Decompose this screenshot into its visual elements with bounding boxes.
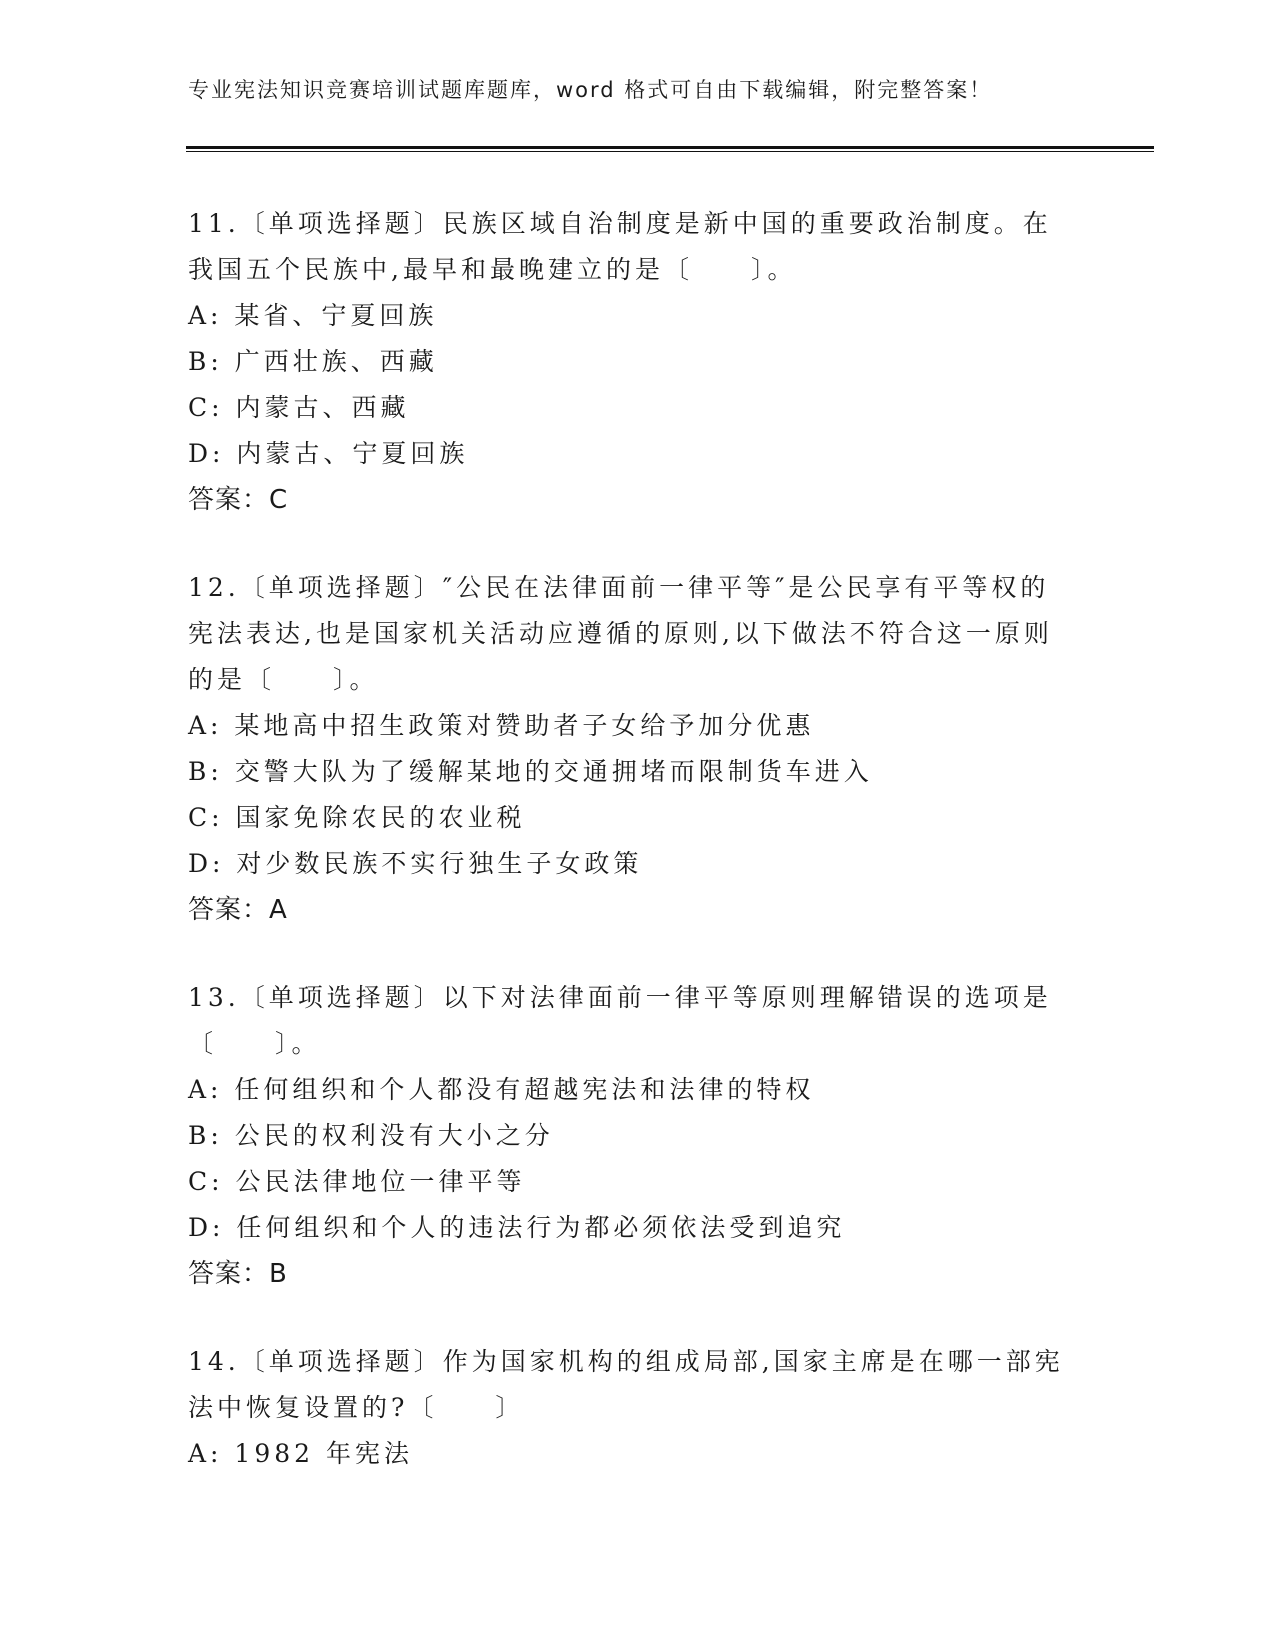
option-c: C: 国家免除农民的农业税 — [188, 803, 526, 832]
option-a: A: 某省、宁夏回族 — [188, 301, 438, 330]
question-list — [188, 201, 1088, 1519]
option-a: A: 某地高中招生政策对赞助者子女给予加分优惠 — [188, 711, 815, 740]
question-stem: 11.〔单项选择题〕民族区域自治制度是新中国的重要政治制度。在我国五个民族中,最早和最晚建立的是〔 〕。 — [188, 209, 1052, 284]
answer-line: 答案：B — [188, 1259, 288, 1289]
question-stem: 12.〔单项选择题〕″公民在法律面前一律平等″是公民享有平等权的宪法表达,也是国家机关活动应遵循的原则,以下做法不符合这一原则的是〔 〕。 — [188, 573, 1053, 694]
option-a: A: 任何组织和个人都没有超越宪法和法律的特权 — [188, 1075, 815, 1104]
option-a: A: 1982 年宪法 — [188, 1439, 413, 1468]
question-stem: 14.〔单项选择题〕作为国家机构的组成局部,国家主席是在哪一部宪法中恢复设置的?〔 〕 — [188, 1347, 1064, 1422]
question-11 — [188, 201, 1088, 523]
question-14 — [188, 1339, 1088, 1477]
option-b: B: 交警大队为了缓解某地的交通拥堵而限制货车进入 — [188, 757, 873, 786]
page-header: 专业宪法知识竞赛培训试题库题库，word 格式可自由下载编辑，附完整答案！ — [188, 78, 993, 102]
header-divider — [186, 146, 1154, 149]
option-d: D: 内蒙古、宁夏回族 — [188, 439, 469, 468]
option-d: D: 对少数民族不实行独生子女政策 — [188, 849, 643, 878]
question-13 — [188, 975, 1088, 1297]
question-stem: 13.〔单项选择题〕以下对法律面前一律平等原则理解错误的选项是〔 〕。 — [188, 983, 1052, 1058]
answer-line: 答案：C — [188, 485, 289, 515]
answer-line: 答案：A — [188, 895, 288, 925]
option-b: B: 广西壮族、西藏 — [188, 347, 438, 376]
option-c: C: 内蒙古、西藏 — [188, 393, 410, 422]
option-b: B: 公民的权利没有大小之分 — [188, 1121, 554, 1150]
header-divider-thin — [186, 151, 1154, 152]
option-c: C: 公民法律地位一律平等 — [188, 1167, 526, 1196]
option-d: D: 任何组织和个人的违法行为都必须依法受到追究 — [188, 1213, 846, 1242]
question-12 — [188, 565, 1088, 933]
